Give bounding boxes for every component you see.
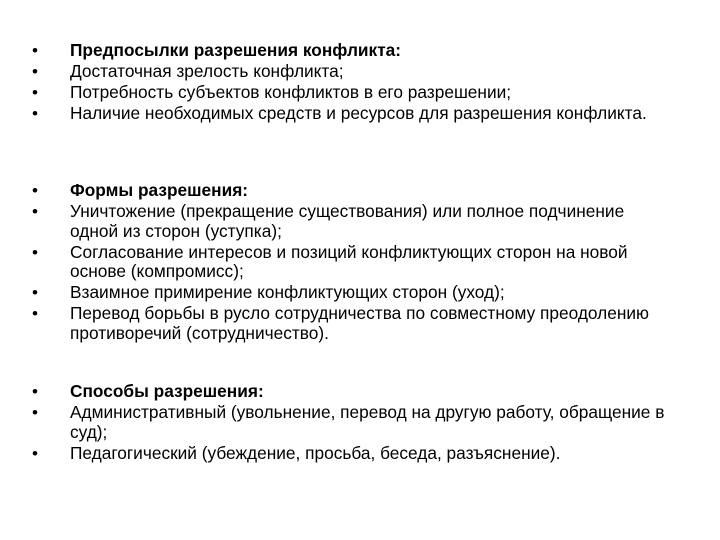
section-heading-text: Формы разрешения:	[70, 180, 249, 200]
bullet: •	[32, 304, 38, 323]
section-heading-text: Способы разрешения:	[70, 381, 264, 401]
list-item-text: Согласование интересов и позиций конфликтующих сторон на новой основе (компромисс);	[70, 241, 628, 281]
bullet: •	[32, 443, 38, 463]
bullet: •	[32, 202, 38, 221]
section-prerequisites	[26, 41, 676, 125]
section-forms	[26, 181, 676, 345]
bullet: •	[32, 283, 38, 302]
bullet: •	[32, 382, 38, 401]
bullet: •	[32, 83, 38, 102]
section-methods	[26, 382, 676, 465]
bullet: •	[32, 242, 38, 262]
list-item	[26, 83, 676, 103]
list-item-text: Потребность субъектов конфликтов в его разрешении;	[70, 82, 512, 102]
list-item	[26, 62, 676, 82]
list-item-text: Педагогический (убеждение, просьба, беседа, разъяснение).	[70, 442, 561, 463]
section-heading	[26, 382, 676, 402]
bullet: •	[32, 104, 38, 123]
section-heading	[26, 181, 676, 201]
list-item-text: Взаимное примирение конфликтующих сторон (уход);	[70, 282, 505, 302]
list-item	[26, 403, 676, 442]
bullet: •	[32, 181, 38, 200]
list-item-text: Достаточная зрелость конфликта;	[70, 61, 344, 81]
list-item	[26, 283, 676, 303]
list-item	[26, 243, 676, 282]
section-heading	[26, 41, 676, 61]
list-item	[26, 444, 676, 464]
section-heading-text: Предпосылки разрешения конфликта:	[70, 40, 402, 60]
bullet: •	[32, 403, 38, 422]
list-item-text: Уничтожение (прекращение существования) или полное подчинение одной из сторон (уступка);	[70, 201, 625, 241]
list-item-text: Административный (увольнение, перевод на другую работу, обращение в суд);	[70, 402, 665, 442]
list-item-text: Перевод борьбы в русло сотрудничества по совместному преодолению противоречий (сотрудничество).	[70, 303, 649, 343]
list-item-text: Наличие необходимых средств и ресурсов для разрешения конфликта.	[70, 103, 647, 123]
bullet: •	[32, 62, 38, 81]
list-item	[26, 104, 676, 124]
bullet: •	[32, 41, 38, 60]
list-item	[26, 202, 676, 241]
list-item	[26, 304, 676, 343]
